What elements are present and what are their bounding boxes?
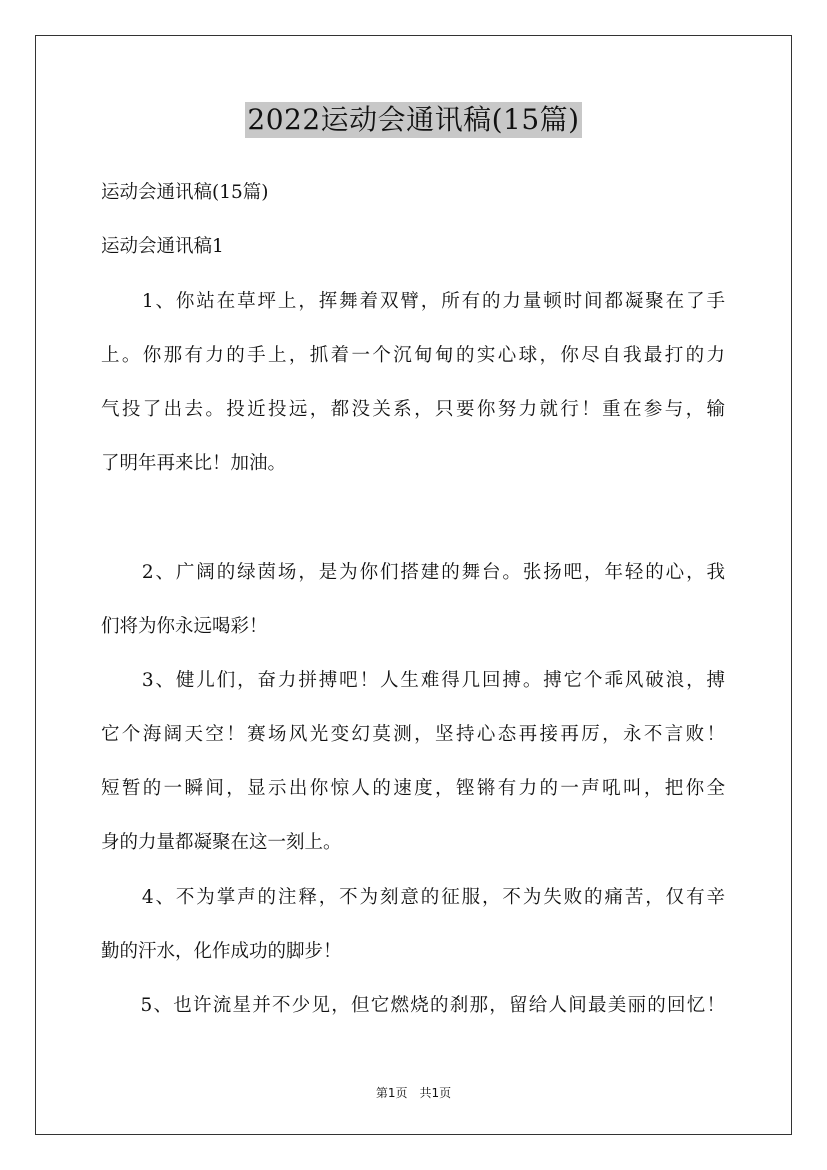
document-title: 2022运动会通讯稿(15篇) [247, 103, 580, 136]
body-line: 上。你那有力的手上，抓着一个沉甸甸的实心球，你尽自我最打的力 [101, 345, 725, 366]
body-line: 它个海阔天空！赛场风光变幻莫测，坚持心态再接再厉，永不言败！ [101, 724, 725, 745]
body-line: 了明年再来比！加油。 [101, 453, 287, 474]
section-heading: 运动会通讯稿1 [101, 236, 224, 257]
body-line: 1、你站在草坪上，挥舞着双臂，所有的力量顿时间都凝聚在了手 [101, 291, 725, 312]
body-line: 身的力量都凝聚在这一刻上。 [101, 832, 342, 853]
body-line: 们将为你永远喝彩！ [101, 616, 268, 637]
body-line: 气投了出去。投近投远，都没关系，只要你努力就行！重在参与，输 [101, 399, 725, 420]
body-line: 3、健儿们，奋力拼搏吧！人生难得几回搏。搏它个乖风破浪，搏 [101, 670, 725, 691]
body-line: 4、不为掌声的注释，不为刻意的征服，不为失败的痛苦，仅有辛 [101, 887, 725, 908]
page-footer: 第1页 共1页 [375, 1086, 452, 1100]
title-container [0, 102, 827, 138]
body-line: 5、也许流星并不少见，但它燃烧的刹那，留给人间最美丽的回忆！ [101, 995, 725, 1016]
body-line: 勤的汗水，化作成功的脚步！ [101, 941, 342, 962]
body-line: 短暂的一瞬间，显示出你惊人的速度，铿锵有力的一声吼叫，把你全 [101, 778, 725, 799]
body-line: 2、广阔的绿茵场，是为你们搭建的舞台。张扬吧，年轻的心，我 [101, 562, 725, 583]
document-subtitle: 运动会通讯稿(15篇) [101, 182, 269, 203]
